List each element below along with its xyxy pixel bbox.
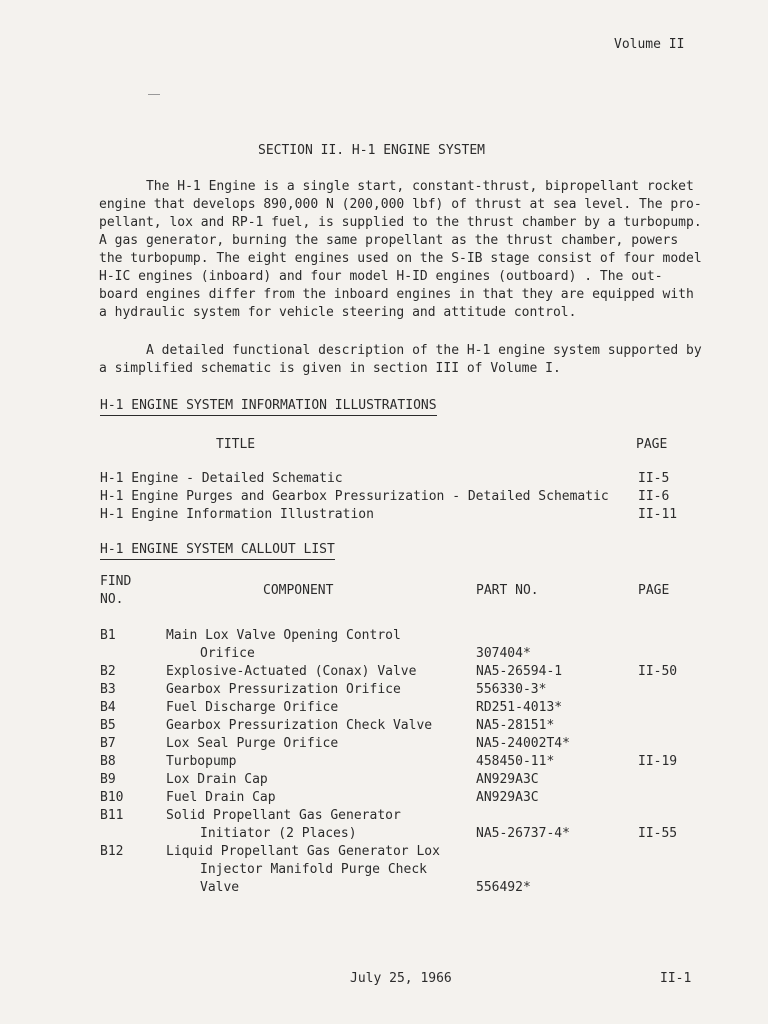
illustration-page: II-11 [638,507,678,522]
paragraph-line: H-IC engines (inboard) and four model H-ID engines (outboard) . The out- [99,269,663,284]
part-number: NA5-26594-1 [476,664,563,679]
illustration-title: H-1 Engine Information Illustration [100,507,374,522]
footer-page-number: II-1 [660,971,692,986]
part-number: 307404* [476,646,531,661]
part-number: 458450-11* [476,754,555,769]
part-number: AN929A3C [476,790,539,805]
callout-row [100,789,700,807]
component-name [166,771,466,789]
paragraph-line: the turbopump. The eight engines used on the S-IB stage consist of four model [99,251,702,266]
find-number: B3 [100,682,116,697]
illustrations-heading: H-1 ENGINE SYSTEM INFORMATION ILLUSTRATIONS [100,397,437,416]
callout-row [100,843,700,897]
component-line: Initiator (2 Places) [200,826,357,841]
part-number: NA5-24002T4* [476,736,570,751]
illustration-title: H-1 Engine Purges and Gearbox Pressurization - Detailed Schematic [100,489,609,504]
paragraph-line: The H-1 Engine is a single start, constant-thrust, bipropellant rocket [99,179,694,194]
volume-label: Volume II [614,37,685,52]
callout-list [100,627,700,897]
component-line: Lox Drain Cap [166,772,268,787]
component-line: Turbopump [166,754,237,769]
reference-paragraph [99,342,702,378]
part-number: NA5-26737-4* [476,826,570,841]
page-reference: II-19 [638,754,678,769]
paragraph-line: board engines differ from the inboard engines in that they are equipped with [99,287,694,302]
intro-paragraph [99,178,702,322]
illustration-page: II-6 [638,489,670,504]
component-name [166,735,466,753]
part-number: NA5-28151* [476,718,555,733]
part-number-header: PART NO. [476,583,539,598]
component-header: COMPONENT [263,583,334,598]
find-header-line2: NO. [100,592,124,607]
component-name [166,627,466,663]
part-number: 556330-3* [476,682,547,697]
paragraph-line: A gas generator, burning the same propellant as the thrust chamber, powers [99,233,679,248]
component-name [166,843,466,897]
callout-row [100,753,700,771]
find-number: B7 [100,736,116,751]
component-name [166,681,466,699]
find-number: B5 [100,718,116,733]
find-number: B12 [100,844,124,859]
component-name [166,789,466,807]
paragraph-line: pellant, lox and RP-1 fuel, is supplied to the thrust chamber by a turbopump. [99,215,702,230]
illustrations-title-header: TITLE [216,437,256,452]
find-number: B9 [100,772,116,787]
component-line: Orifice [200,646,255,661]
illustration-page: II-5 [638,471,670,486]
find-number: B11 [100,808,124,823]
page-reference: II-50 [638,664,678,679]
find-number: B2 [100,664,116,679]
footer-date: July 25, 1966 [350,971,452,986]
part-number: RD251-4013* [476,700,563,715]
component-name [166,717,466,735]
page-header: PAGE [638,583,670,598]
callout-row [100,663,700,681]
scan-mark [148,94,160,95]
component-line: Gearbox Pressurization Check Valve [166,718,433,733]
component-name [166,699,466,717]
find-number: B1 [100,628,116,643]
part-number: 556492* [476,880,531,895]
callout-row [100,627,700,663]
component-line: Explosive-Actuated (Conax) Valve [166,664,417,679]
find-number: B4 [100,700,116,715]
find-number: B10 [100,790,124,805]
component-line: Main Lox Valve Opening Control [166,628,401,643]
callout-row [100,807,700,843]
paragraph-line: a hydraulic system for vehicle steering and attitude control. [99,305,577,320]
page-reference: II-55 [638,826,678,841]
component-line: Lox Seal Purge Orifice [166,736,339,751]
component-line: Solid Propellant Gas Generator [166,808,401,823]
component-line: Gearbox Pressurization Orifice [166,682,401,697]
paragraph-line: A detailed functional description of the H-1 engine system supported by [99,343,702,358]
paragraph-line: a simplified schematic is given in section III of Volume I. [99,361,561,376]
callout-row [100,771,700,789]
callout-row [100,699,700,717]
part-number: AN929A3C [476,772,539,787]
paragraph-line: engine that develops 890,000 N (200,000 lbf) of thrust at sea level. The pro- [99,197,702,212]
illustrations-page-header: PAGE [636,437,668,452]
callout-row [100,735,700,753]
callout-row [100,681,700,699]
callout-heading: H-1 ENGINE SYSTEM CALLOUT LIST [100,541,335,560]
component-line: Liquid Propellant Gas Generator Lox [166,844,440,859]
callout-row [100,717,700,735]
component-name [166,663,466,681]
component-line: Fuel Discharge Orifice [166,700,339,715]
component-line: Fuel Drain Cap [166,790,276,805]
section-title: SECTION II. H-1 ENGINE SYSTEM [258,143,485,158]
component-name [166,807,466,843]
find-header-line1: FIND [100,574,132,589]
illustration-title: H-1 Engine - Detailed Schematic [100,471,343,486]
component-line: Valve [200,880,240,895]
component-line: Injector Manifold Purge Check [200,862,427,877]
component-name [166,753,466,771]
find-number: B8 [100,754,116,769]
